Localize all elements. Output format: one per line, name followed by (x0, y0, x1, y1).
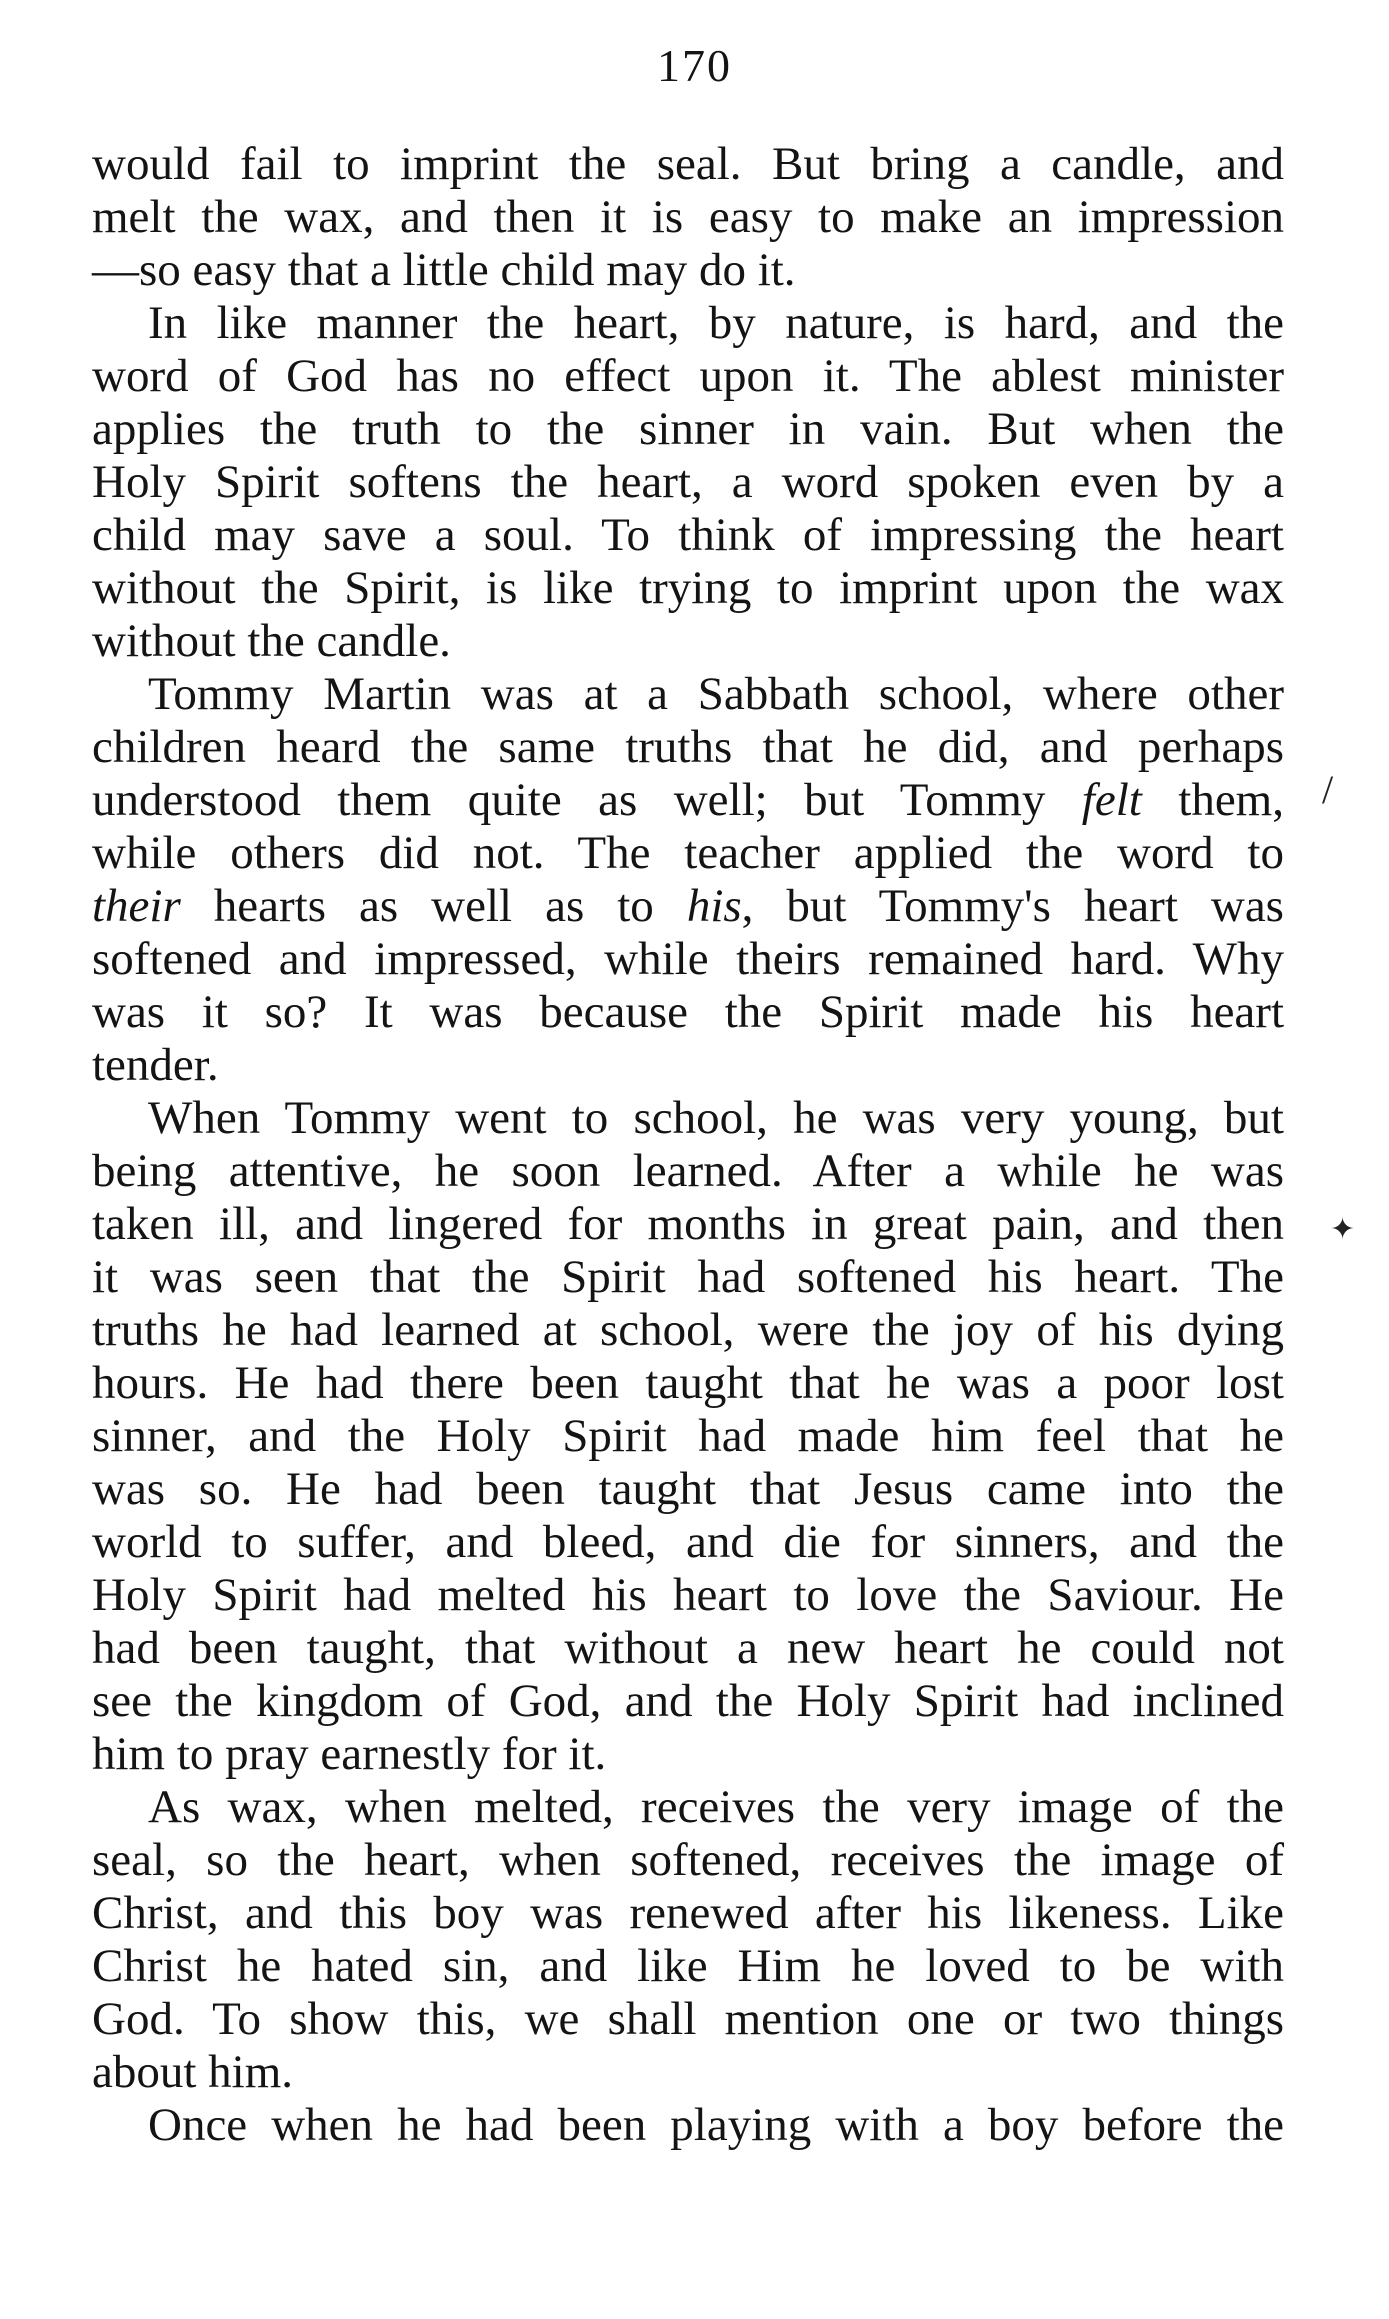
text-line: Christ he hated sin, and like Him he loved to be with (92, 1940, 1284, 1992)
text-line: him to pray earnestly for it. (92, 1728, 607, 1780)
italic-word: felt (1081, 774, 1142, 826)
text-line: As wax, when melted, receives the very image of the (148, 1781, 1284, 1833)
text-line: Holy Spirit had melted his heart to love the Saviour. He (92, 1569, 1284, 1621)
text-line: taken ill, and lingered for months in great pain, and then (92, 1198, 1284, 1250)
text-line: applies the truth to the sinner in vain. But when the (92, 403, 1284, 455)
text-line (92, 880, 1284, 933)
text-line: softened and impressed, while theirs remained hard. Why (92, 933, 1284, 985)
text-line: children heard the same truths that he did, and perhaps (92, 721, 1284, 773)
italic-word: his (686, 880, 742, 932)
text-line: was it so? It was because the Spirit made his heart (92, 986, 1284, 1038)
margin-mark: ✦ (1330, 1213, 1356, 1246)
text-segment: hearts as well as to (180, 880, 687, 932)
text-line: When Tommy went to school, he was very young, but (148, 1092, 1284, 1144)
text-line: In like manner the heart, by nature, is hard, and the (148, 297, 1284, 349)
text-line: truths he had learned at school, were the joy of his dying (92, 1304, 1284, 1356)
text-segment: them, (1141, 774, 1284, 826)
text-line: Once when he had been playing with a boy before the (148, 2099, 1284, 2151)
text-line: Holy Spirit softens the heart, a word spoken even by a (92, 456, 1284, 508)
body-text (92, 138, 1284, 2152)
text-line: world to suffer, and bleed, and die for sinners, and the (92, 1516, 1284, 1568)
text-line: hours. He had there been taught that he was a poor lost (92, 1357, 1284, 1409)
italic-word: their (92, 880, 181, 932)
text-line: without the candle. (92, 615, 451, 667)
text-segment: , but Tommy's heart was (741, 880, 1284, 932)
text-line: Christ, and this boy was renewed after his likeness. Like (92, 1887, 1284, 1939)
page-number: 170 (657, 40, 732, 91)
text-line: would fail to imprint the seal. But bring a candle, and (92, 138, 1284, 190)
text-line: it was seen that the Spirit had softened his heart. The (92, 1251, 1284, 1303)
text-line: —so easy that a little child may do it. (92, 244, 796, 296)
text-line: was so. He had been taught that Jesus came into the (92, 1463, 1284, 1515)
text-line: see the kingdom of God, and the Holy Spirit had inclined (92, 1675, 1284, 1727)
text-line (92, 774, 1284, 827)
text-line: while others did not. The teacher applied the word to (92, 827, 1284, 879)
text-line: about him. (92, 2046, 294, 2098)
text-line: had been taught, that without a new heart he could not (92, 1622, 1284, 1674)
text-line: seal, so the heart, when softened, receives the image of (92, 1834, 1284, 1886)
margin-mark: / (1322, 767, 1334, 812)
text-line: melt the wax, and then it is easy to make an impression (92, 191, 1284, 243)
text-line: sinner, and the Holy Spirit had made him feel that he (92, 1410, 1284, 1462)
text-segment: understood them quite as well; but Tommy (92, 774, 1082, 826)
text-line: tender. (92, 1039, 219, 1091)
text-line: word of God has no effect upon it. The ablest minister (92, 350, 1284, 402)
text-line: being attentive, he soon learned. After a while he was (92, 1145, 1284, 1197)
text-line: God. To show this, we shall mention one or two things (92, 1993, 1284, 2045)
text-line: Tommy Martin was at a Sabbath school, where other (148, 668, 1284, 720)
text-line: without the Spirit, is like trying to imprint upon the wax (92, 562, 1284, 614)
text-line: child may save a soul. To think of impressing the heart (92, 509, 1284, 561)
